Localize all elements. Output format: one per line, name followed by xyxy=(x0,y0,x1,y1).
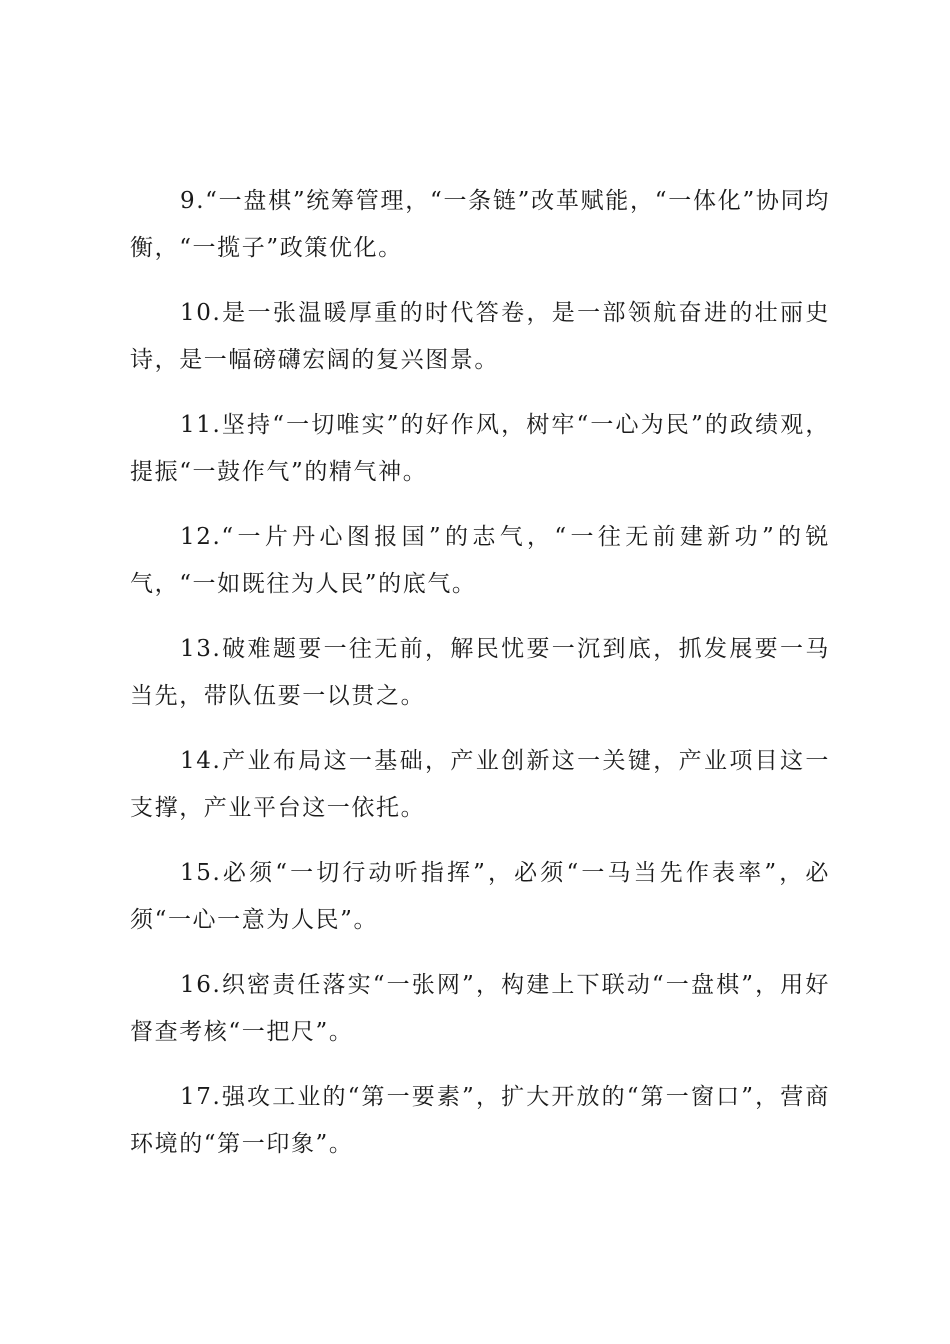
paragraph-12: 12.“一片丹心图报国”的志气，“一往无前建新功”的锐气，“一如既往为人民”的底气。 xyxy=(130,524,830,597)
document-body xyxy=(130,178,830,1186)
paragraph-10: 10.是一张温暖厚重的时代答卷，是一部领航奋进的壮丽史诗，是一幅磅礴宏阔的复兴图景。 xyxy=(130,300,830,373)
paragraph-16: 16.织密责任落实“一张网”，构建上下联动“一盘棋”，用好督查考核“一把尺”。 xyxy=(130,972,830,1045)
paragraph-13: 13.破难题要一往无前，解民忧要一沉到底，抓发展要一马当先，带队伍要一以贯之。 xyxy=(130,636,830,709)
paragraph-14: 14.产业布局这一基础，产业创新这一关键，产业项目这一支撑，产业平台这一依托。 xyxy=(130,748,830,821)
paragraph-9: 9.“一盘棋”统筹管理，“一条链”改革赋能，“一体化”协同均衡，“一揽子”政策优化。 xyxy=(130,188,830,261)
paragraph-15: 15.必须“一切行动听指挥”，必须“一马当先作表率”，必须“一心一意为人民”。 xyxy=(130,860,830,933)
paragraph-11: 11.坚持“一切唯实”的好作风，树牢“一心为民”的政绩观，提振“一鼓作气”的精气神。 xyxy=(130,412,830,485)
paragraph-17: 17.强攻工业的“第一要素”，扩大开放的“第一窗口”，营商环境的“第一印象”。 xyxy=(130,1084,830,1157)
